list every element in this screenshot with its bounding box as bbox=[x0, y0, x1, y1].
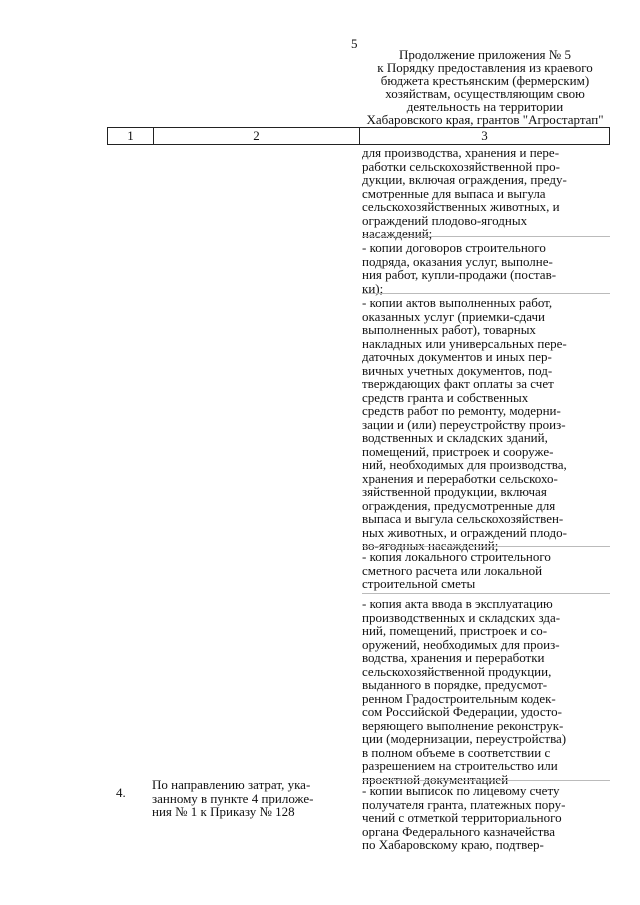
text-line: ции (модернизации, переустройства) bbox=[362, 731, 567, 746]
header-line: хозяйствам, осуществляющим свою bbox=[385, 86, 585, 101]
text-line: во-ягодных насаждений; bbox=[362, 538, 499, 553]
text-line: ний, необходимых для производства, bbox=[362, 457, 567, 472]
row-number: 4. bbox=[116, 785, 126, 800]
text-line: даточных документов и иных пер- bbox=[362, 349, 552, 364]
cell-divider bbox=[362, 293, 610, 294]
text-line: оказанных услуг (приемки-сдачи bbox=[362, 308, 546, 324]
text-line: ния № 1 к Приказу № 128 bbox=[152, 804, 295, 819]
text-line: сельскохозяйственных животных, и bbox=[362, 199, 560, 214]
text-line: - копия акта ввода в эксплуатацию bbox=[362, 596, 553, 611]
text-line: - копия локального строительного bbox=[362, 549, 551, 564]
text-line: сом Российской Федерации, удосто- bbox=[362, 704, 562, 719]
requirement-block bbox=[362, 597, 608, 786]
requirement-block bbox=[362, 296, 608, 553]
text-line: средств гранта и собственных bbox=[362, 389, 529, 405]
text-line: смотренные для выпаса и выгула bbox=[362, 185, 546, 201]
text-line: - копии договоров строительного bbox=[362, 240, 546, 255]
text-line: ренном Градостроительным кодек- bbox=[362, 690, 556, 706]
text-line: водства, хранения и переработки bbox=[362, 650, 545, 665]
cell-divider bbox=[362, 236, 610, 237]
text-line: тверждающих факт оплаты за счет bbox=[362, 376, 554, 391]
header-line: Хабаровского края, грантов "Агростартап" bbox=[366, 112, 604, 127]
header-line: деятельность на территории bbox=[406, 99, 564, 114]
table-header-row bbox=[107, 127, 610, 145]
text-line: ки); bbox=[362, 280, 384, 296]
text-line: насаждений; bbox=[362, 226, 433, 241]
appendix-header bbox=[360, 48, 610, 126]
text-line: помещений, пристроек и сооруже- bbox=[362, 443, 554, 459]
text-line: занному в пункте 4 приложе- bbox=[152, 790, 314, 806]
text-line: выполненных работ), товарных bbox=[362, 322, 536, 337]
text-line: по Хабаровскому краю, подтвер- bbox=[362, 837, 544, 852]
text-line: производственных и складских зда- bbox=[362, 609, 561, 625]
text-line: - копии выписок по лицевому счету bbox=[362, 783, 560, 798]
column-number-3: 3 bbox=[360, 128, 610, 145]
text-line: - копии актов выполненных работ, bbox=[362, 295, 553, 310]
column-number-2: 2 bbox=[154, 128, 360, 145]
text-line: водственных и складских зданий, bbox=[362, 430, 548, 445]
requirement-block bbox=[362, 784, 608, 852]
text-line: сметного расчета или локальной bbox=[362, 562, 543, 578]
text-line: строительной сметы bbox=[362, 576, 476, 591]
text-line: По направлению затрат, ука- bbox=[152, 777, 311, 792]
text-line: подряда, оказания услуг, выполне- bbox=[362, 253, 553, 269]
text-line: ний, помещений, пристроек и со- bbox=[362, 623, 548, 638]
text-line: средств работ по ремонту, модерни- bbox=[362, 403, 561, 418]
text-line: хранения и переработки сельскохо- bbox=[362, 470, 558, 486]
cell-divider bbox=[362, 593, 610, 594]
text-line: сельскохозяйственной продукции, bbox=[362, 663, 552, 679]
text-line: работки сельскохозяйственной про- bbox=[362, 158, 560, 174]
text-line: зации и (или) переустройству произ- bbox=[362, 416, 566, 432]
header-line: бюджета крестьянским (фермерским) bbox=[380, 73, 590, 88]
text-line: разрешением на строительство или bbox=[362, 758, 558, 773]
header-line: Продолжение приложения № 5 bbox=[399, 47, 571, 62]
text-line: веряющего выполнение реконструк- bbox=[362, 717, 564, 733]
text-line: в полном объеме в соответствии с bbox=[362, 744, 551, 760]
text-line: ния работ, купли-продажи (постав- bbox=[362, 267, 557, 282]
cell-divider bbox=[362, 546, 610, 547]
text-line: органа Федерального казначейства bbox=[362, 823, 556, 839]
text-line: дукции, включая ограждения, преду- bbox=[362, 172, 567, 187]
text-line: выпаса и выгула сельскохозяйствен- bbox=[362, 511, 564, 526]
text-line: проектной документацией bbox=[362, 771, 509, 787]
text-line: ных животных, и ограждений плодо- bbox=[362, 524, 567, 540]
text-line: получателя гранта, платежных пору- bbox=[362, 796, 566, 812]
requirement-block bbox=[362, 146, 608, 241]
page-number: 5 bbox=[351, 36, 358, 51]
text-line: для производства, хранения и пере- bbox=[362, 145, 560, 160]
cell-divider bbox=[362, 780, 610, 781]
text-line: выданного в порядке, предусмот- bbox=[362, 677, 548, 692]
requirement-block bbox=[362, 241, 608, 295]
requirement-block bbox=[362, 550, 608, 591]
text-line: ограждений плодово-ягодных bbox=[362, 212, 528, 228]
text-line: зяйственной продукции, включая bbox=[362, 484, 547, 499]
header-line: к Порядку предоставления из краевого bbox=[377, 60, 593, 75]
text-line: оружений, необходимых для произ- bbox=[362, 636, 560, 652]
column-number-1: 1 bbox=[108, 128, 154, 145]
text-line: вичных учетных документов, под- bbox=[362, 362, 553, 378]
text-line: накладных или универсальных пере- bbox=[362, 335, 567, 351]
text-line: ограждения, предусмотренные для bbox=[362, 497, 556, 513]
text-line: чений с отметкой территориального bbox=[362, 810, 562, 825]
expense-direction bbox=[152, 778, 352, 819]
